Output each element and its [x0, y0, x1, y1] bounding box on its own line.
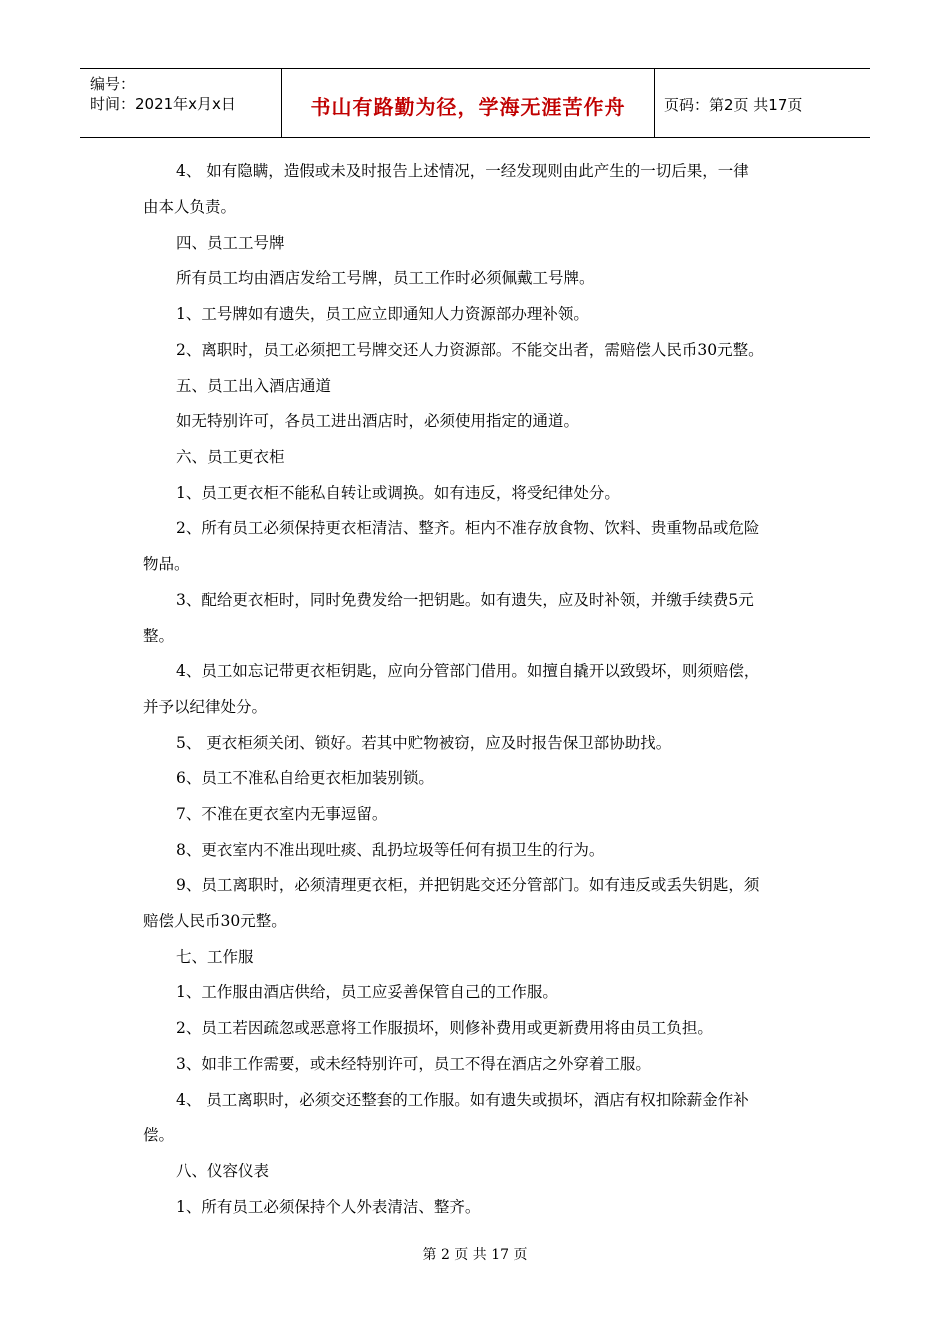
text-line: 偿。: [143, 1126, 175, 1144]
section-heading: 四、员工工号牌: [176, 234, 285, 252]
document-date: 时间：2021年x月x日: [90, 95, 236, 113]
text-line: 5、 更衣柜须关闭、锁好。若其中贮物被窃，应及时报告保卫部协助找。: [176, 734, 672, 752]
text-line: 4、 如有隐瞒，造假或未及时报告上述情况，一经发现则由此产生的一切后果，一律: [176, 162, 749, 180]
section-heading: 八、仪容仪表: [176, 1162, 270, 1180]
header-page-info: 页码：第2页 共17页: [664, 96, 803, 114]
page-footer: 第 2 页 共 17 页: [422, 1247, 528, 1263]
text-line: 7、不准在更衣室内无事逗留。: [176, 805, 388, 823]
text-line: 1、所有员工必须保持个人外表清洁、整齐。: [176, 1198, 481, 1216]
section-heading: 七、工作服: [176, 948, 254, 966]
text-line: 由本人负责。: [143, 198, 237, 216]
text-line: 2、所有员工必须保持更衣柜清洁、整齐。柜内不准存放食物、饮料、贵重物品或危险: [176, 519, 760, 537]
section-heading: 六、员工更衣柜: [176, 448, 285, 466]
text-line: 3、配给更衣柜时，同时免费发给一把钥匙。如有遗失，应及时补领，并缴手续费5元: [176, 591, 754, 609]
text-line: 并予以纪律处分。: [143, 698, 268, 716]
text-line: 8、更衣室内不准出现吐痰、乱扔垃圾等任何有损卫生的行为。: [176, 841, 605, 859]
text-line: 6、员工不准私自给更衣柜加装别锁。: [176, 769, 434, 787]
text-line: 2、员工若因疏忽或恶意将工作服损坏，则修补费用或更新费用将由员工负担。: [176, 1019, 713, 1037]
text-line: 4、员工如忘记带更衣柜钥匙，应向分管部门借用。如擅自撬开以致毁坏，则须赔偿，: [176, 662, 760, 680]
text-line: 2、离职时，员工必须把工号牌交还人力资源部。不能交出者，需赔偿人民币30元整。: [176, 341, 764, 359]
text-line: 物品。: [143, 555, 190, 573]
text-line: 3、如非工作需要，或未经特别许可，员工不得在酒店之外穿着工服。: [176, 1055, 651, 1073]
document-code-label: 编号：: [90, 75, 136, 93]
text-line: 如无特别许可，各员工进出酒店时，必须使用指定的通道。: [176, 412, 580, 430]
text-line: 赔偿人民币30元整。: [143, 912, 287, 930]
text-line: 所有员工均由酒店发给工号牌，员工工作时必须佩戴工号牌。: [176, 269, 595, 287]
section-heading: 五、员工出入酒店通道: [176, 377, 332, 395]
text-line: 1、工作服由酒店供给，员工应妥善保管自己的工作服。: [176, 983, 558, 1001]
text-line: 整。: [143, 627, 175, 645]
text-line: 1、工号牌如有遗失，员工应立即通知人力资源部办理补领。: [176, 305, 589, 323]
text-line: 9、员工离职时，必须清理更衣柜，并把钥匙交还分管部门。如有违反或丢失钥匙，须: [176, 876, 760, 894]
motto-text: 书山有路勤为径，学海无涯苦作舟: [310, 95, 626, 119]
text-line: 1、员工更衣柜不能私自转让或调换。如有违反，将受纪律处分。: [176, 484, 620, 502]
text-line: 4、 员工离职时，必须交还整套的工作服。如有遗失或损坏，酒店有权扣除薪金作补: [176, 1091, 749, 1109]
